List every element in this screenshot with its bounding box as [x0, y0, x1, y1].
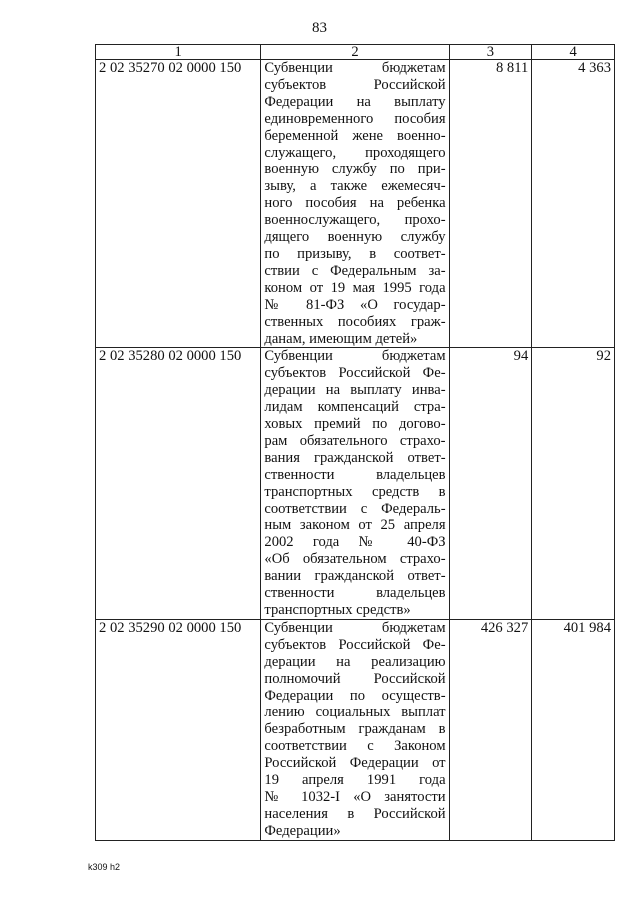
column-header-4: 4 [532, 45, 615, 60]
description-line: ственности владельцев [264, 585, 446, 602]
description-line: Субвенции бюджетам [264, 60, 446, 76]
description-line: «Об обязательном страхо- [264, 551, 446, 568]
description-line: транспортных средств в [264, 483, 446, 500]
description-line: соответствии с Законом [264, 738, 446, 755]
column-header-2: 2 [261, 45, 449, 60]
description-line: 19 апреля 1991 года [264, 772, 446, 789]
description-line: Российской Федерации от [264, 755, 446, 772]
description-line: субъектов Российской Фе- [264, 636, 446, 653]
column-header-3: 3 [449, 45, 532, 60]
budget-code: 2 02 35290 02 0000 150 [96, 619, 261, 840]
description-line: 2002 года № 40-ФЗ [264, 534, 446, 551]
description-line: ственности владельцев [264, 466, 446, 483]
description-line: соответствии с Федераль- [264, 500, 446, 517]
description-line: лидам компенсаций стра- [264, 399, 446, 416]
description-line: № 81-ФЗ «О государ- [264, 296, 446, 313]
description-line: ственных пособиях граж- [264, 313, 446, 330]
description-line: по призыву, в соответ- [264, 245, 446, 262]
description-line: коном от 19 мая 1995 года [264, 279, 446, 296]
amount-column-3: 8 811 [449, 60, 532, 348]
description-line: Федерации на выплату [264, 93, 446, 110]
description-line: рам обязательного страхо- [264, 432, 446, 449]
description-line: безработным гражданам в [264, 721, 446, 738]
description-line: вании гражданской ответ- [264, 568, 446, 585]
description-line: ховых премий по догово- [264, 416, 446, 433]
description-line: Субвенции бюджетам [264, 619, 446, 636]
budget-code: 2 02 35270 02 0000 150 [96, 60, 261, 348]
description-line: военную службу по при- [264, 161, 446, 178]
description-line: ствии с Федеральным за- [264, 262, 446, 279]
description-line: дерации на выплату инва- [264, 382, 446, 399]
description-line: беременной жене военно- [264, 127, 446, 144]
description-line: полномочий Российской [264, 670, 446, 687]
budget-table [95, 44, 615, 841]
description-line: ного пособия на ребенка [264, 195, 446, 212]
table-row [96, 619, 615, 840]
amount-column-3: 94 [449, 348, 532, 620]
amount-column-4: 401 984 [532, 619, 615, 840]
amount-column-4: 92 [532, 348, 615, 620]
description-line: зыву, а также ежемесяч- [264, 178, 446, 195]
description-line: № 1032-I «О занятости [264, 788, 446, 805]
description-line: ным законом от 25 апреля [264, 517, 446, 534]
description-line: Федерации» [264, 822, 341, 839]
description-line: данам, имеющим детей» [264, 330, 418, 347]
description-line: Федерации по осуществ- [264, 687, 446, 704]
amount-column-3: 426 327 [449, 619, 532, 840]
page-number: 83 [312, 20, 327, 36]
table-row [96, 60, 615, 348]
description-line: Субвенции бюджетам [264, 348, 446, 365]
description-line: транспортных средств» [264, 602, 411, 618]
subvention-description [261, 348, 449, 620]
budget-code: 2 02 35280 02 0000 150 [96, 348, 261, 620]
description-line: субъектов Российской [264, 76, 446, 93]
description-line: субъектов Российской Фе- [264, 365, 446, 382]
description-line: дящего военную службу [264, 229, 446, 246]
subvention-description [261, 619, 449, 840]
description-line: военнослужащего, прохо- [264, 212, 446, 229]
description-line: населения в Российской [264, 805, 446, 822]
column-number-header-row [96, 45, 615, 60]
description-line: единовременного пособия [264, 110, 446, 127]
column-header-1: 1 [96, 45, 261, 60]
amount-column-4: 4 363 [532, 60, 615, 348]
subvention-description [261, 60, 449, 348]
footer-code: k309 h2 [88, 862, 121, 872]
description-line: дерации на реализацию [264, 653, 446, 670]
description-line: служащего, проходящего [264, 144, 446, 161]
description-line: лению социальных выплат [264, 704, 446, 721]
description-line: вания гражданской ответ- [264, 449, 446, 466]
table-row [96, 348, 615, 620]
